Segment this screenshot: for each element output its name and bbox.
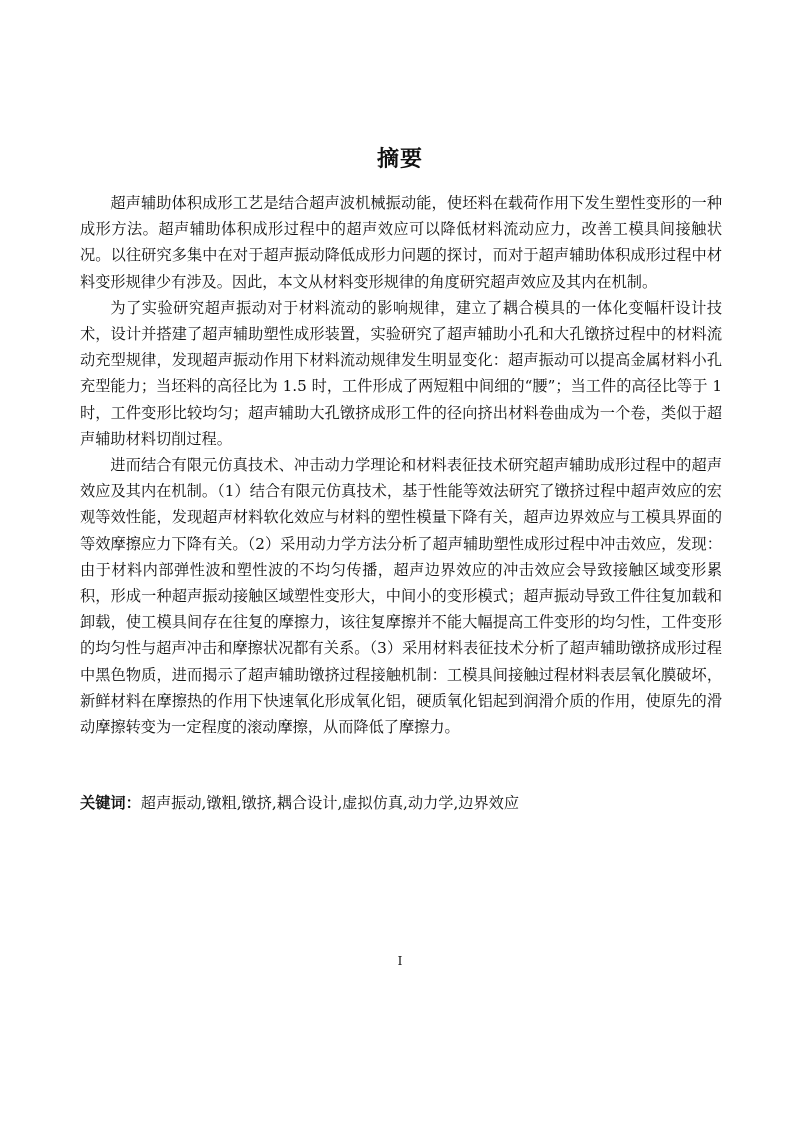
page-number: I [397, 954, 403, 968]
abstract-paragraph-2: 为了实验研究超声振动对于材料流动的影响规律，建立了耦合模具的一体化变幅杆设计技术，设计并搭建了超声辅助塑性成形装置，实验研究了超声辅助小孔和大孔镦挤过程中的材料流动充型规律，发现超声振动作用下材料流动规律发生明显变化：超声振动可以提高金属材料小孔充型能力；当坯料的高径比为 1.5 时，工件形成了两短粗中间细的“腰”；当工件的高径比等于 1 时，工件变形比较均匀；超声辅助大孔镦挤成形工件的径向挤出材料卷曲成为一个卷，类似于超声辅助材料切削过程。 [80, 298, 722, 448]
keywords-label: 关键词： [80, 794, 141, 812]
keywords-line [80, 790, 722, 816]
abstract-paragraph-1: 超声辅助体积成形工艺是结合超声波机械振动能，使坯料在载荷作用下发生塑性变形的一种成形方法。超声辅助体积成形过程中的超声效应可以降低材料流动应力，改善工模具间接触状况。以往研究多集中在对于超声振动降低成形力问题的探讨，而对于超声辅助体积成形过程中材料变形规律少有涉及。因此，本文从材料变形规律的角度研究超声效应及其内在机制。 [80, 194, 722, 291]
page-title: 摘要 [376, 147, 423, 172]
abstract-paragraph-3: 进而结合有限元仿真技术、冲击动力学理论和材料表征技术研究超声辅助成形过程中的超声效应及其内在机制。（1）结合有限元仿真技术，基于性能等效法研究了镦挤过程中超声效应的宏观等效性能，发现超声材料软化效应与材料的塑性模量下降有关，超声边界效应与工模具界面的等效摩擦应力下降有关。（2）采用动力学方法分析了超声辅助塑性成形过程中冲击效应，发现：由于材料内部弹性波和塑性波的不均匀传播，超声边界效应的冲击效应会导致接触区域变形累积，形成一种超声振动接触区域塑性变形大，中间小的变形模式；超声振动导致工件往复加载和卸载，使工模具间存在往复的摩擦力，该往复摩擦并不能大幅提高工件变形的均匀性，工件变形的均匀性与超声冲击和摩擦状况都有关系。（3）采用材料表征技术分析了超声辅助镦挤成形过程中黑色物质，进而揭示了超声辅助镦挤过程接触机制：工模具间接触过程材料表层氧化膜破坏，新鲜材料在摩擦热的作用下快速氧化形成氧化铝，硬质氧化铝起到润滑介质的作用，使原先的滑动摩擦转变为一定程度的滚动摩擦，从而降低了摩擦力。 [80, 456, 722, 737]
keywords-text: 超声振动,镦粗,镦挤,耦合设计,虚拟仿真,动力学,边界效应 [140, 794, 520, 812]
abstract-body [80, 190, 722, 740]
